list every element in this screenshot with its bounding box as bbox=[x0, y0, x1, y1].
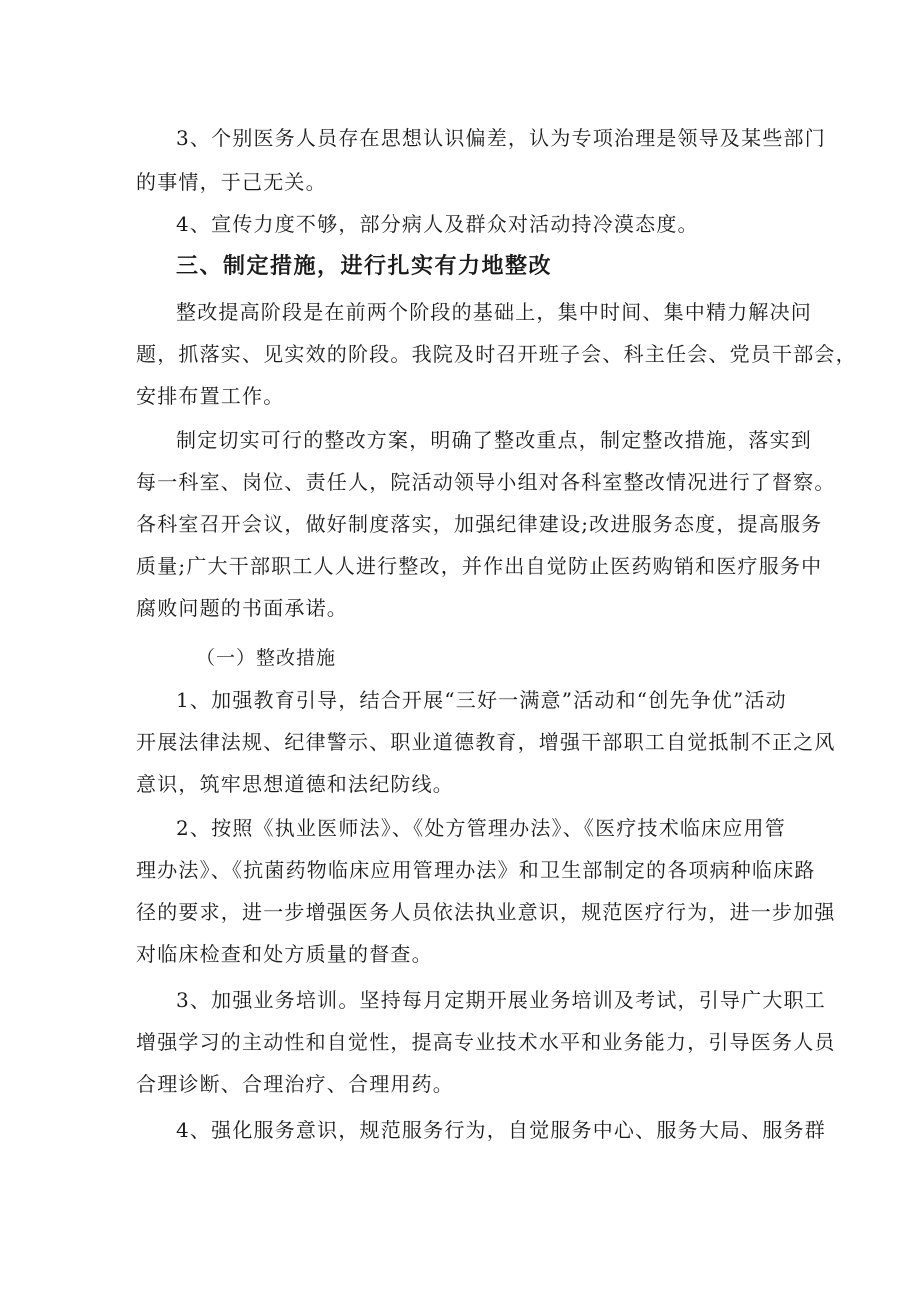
paragraph-line: 每一科室、岗位、责任人，院活动领导小组对各科室整改情况进行了督察。 bbox=[136, 470, 836, 494]
paragraph-line: 理办法》、《抗菌药物临床应用管理办法》和卫生部制定的各项病种临床路 bbox=[136, 858, 816, 882]
subsection-heading: （一）整改措施 bbox=[196, 647, 337, 669]
paragraph-line: 各科室召开会议，做好制度落实，加强纪律建设;改进服务态度，提高服务 bbox=[136, 512, 823, 536]
paragraph-line: 题，抓落实、见实效的阶段。我院及时召开班子会、科主任会、党员干部会， bbox=[136, 342, 857, 366]
paragraph-line: 3、加强业务培训。坚持每月定期开展业务培训及考试，引导广大职工 bbox=[176, 988, 826, 1012]
paragraph-line: 4、宣传力度不够，部分病人及群众对活动持冷漠态度。 bbox=[176, 212, 699, 236]
paragraph-line: 安排布置工作。 bbox=[136, 384, 285, 408]
paragraph-line: 4、强化服务意识，规范服务行为，自觉服务中心、服务大局、服务群 bbox=[176, 1118, 826, 1142]
paragraph-line: 开展法律法规、纪律警示、职业道德教育，增强干部职工自觉抵制不正之风 bbox=[136, 730, 836, 754]
paragraph-line: 径的要求，进一步增强医务人员依法执业意识，规范医疗行为，进一步加强 bbox=[136, 900, 836, 924]
section-heading: 三、制定措施，进行扎实有力地整改 bbox=[176, 254, 553, 279]
paragraph-line: 增强学习的主动性和自觉性，提高专业技术水平和业务能力，引导医务人员 bbox=[136, 1030, 836, 1054]
paragraph-line: 合理诊断、合理治疗、合理用药。 bbox=[136, 1072, 454, 1096]
paragraph-line: 的事情，于己无关。 bbox=[136, 170, 327, 194]
paragraph-line: 对临床检查和处方质量的督查。 bbox=[136, 942, 433, 966]
paragraph-line: 质量;广大干部职工人人进行整改，并作出自觉防止医药购销和医疗服务中 bbox=[136, 554, 823, 578]
paragraph-line: 制定切实可行的整改方案，明确了整改重点，制定整改措施，落实到 bbox=[176, 428, 812, 452]
paragraph-line: 整改提高阶段是在前两个阶段的基础上，集中时间、集中精力解决问 bbox=[176, 300, 812, 324]
paragraph-line: 3、个别医务人员存在思想认识偏差，认为专项治理是领导及某些部门 bbox=[176, 126, 826, 150]
paragraph-line: 意识，筑牢思想道德和法纪防线。 bbox=[136, 772, 454, 796]
paragraph-line: 2、按照《执业医师法》、《处方管理办法》、《医疗技术临床应用管 bbox=[176, 816, 786, 840]
paragraph-line: 腐败问题的书面承诺。 bbox=[136, 596, 348, 620]
paragraph-line: 1、加强教育引导，结合开展“三好一满意”活动和“创先争优”活动 bbox=[176, 688, 787, 712]
